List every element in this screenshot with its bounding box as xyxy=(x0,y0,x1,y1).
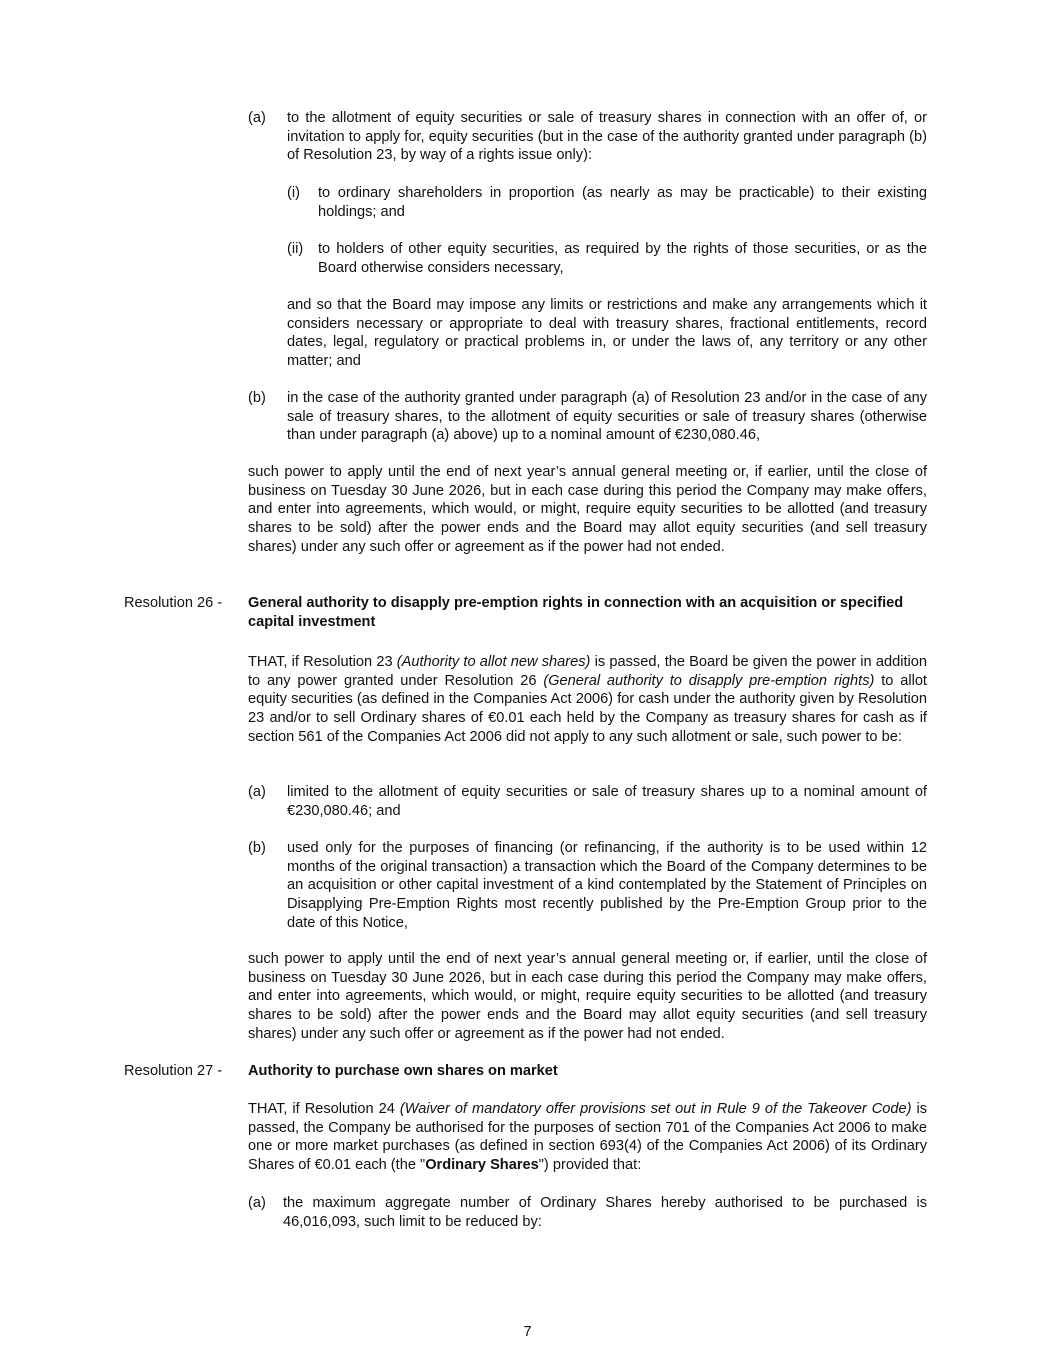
resolution-26-that-paragraph: THAT, if Resolution 23 (Authority to allot new shares) is passed, the Board be given the power in addition to any power granted under Resolution 26 (General authority to disapply pre-emption rights) to allot equity securities (as defined in the Companies Act 2006) for cash under the authority given by Resolution 23 and/or to sell Ordinary shares of €0.01 each held by the Company as treasury shares for cash as if section 561 of the Companies Act 2006 did not apply to any such allotment or sale, such power to be: xyxy=(248,654,927,745)
arrangements-paragraph: and so that the Board may impose any limits or restrictions and make any arrangements which it considers necessary or appropriate to deal with treasury shares, fractional entitlements, record dates, legal, regulatory or practical problems in, or under the laws of, any territory or any other matter; and xyxy=(287,297,927,370)
item-ii-label: (ii) xyxy=(287,241,304,257)
resolution-27-that-paragraph: THAT, if Resolution 24 (Waiver of mandatory offer provisions set out in Rule 9 of the Takeover Code) is passed, the Company be authorised for the purposes of section 701 of the Companies Act 2006 to make one or more market purchases (as defined in section 693(4) of the Companies Act 2006) of its Ordinary Shares of €0.01 each (the "Ordinary Shares") provided that: xyxy=(248,1101,927,1174)
resolution-27-title: Authority to purchase own shares on market xyxy=(248,1063,558,1079)
page-number: 7 xyxy=(523,1324,532,1340)
item-b-label: (b) xyxy=(248,390,266,406)
resolution-26-title: General authority to disapply pre-emption rights in connection with an acquisition or specified capital investment xyxy=(248,595,904,630)
power-duration-paragraph: such power to apply until the end of next year’s annual general meeting or, if earlier, until the close of business on Tuesday 30 June 2026, but in each case during this period the Company may make offers, and enter into agreements, which would, or might, require equity securities to be allotted (and treasury shares to be sold) after the power ends and the Board may allot equity securities (and sell treasury shares) under any such offer or agreement as if the power had not ended. xyxy=(248,464,927,555)
item-ii-text: to holders of other equity securities, as required by the rights of those securities, or as the Board otherwise considers necessary, xyxy=(318,241,927,276)
res26-item-b-text: used only for the purposes of financing (or refinancing, if the authority is to be used within 12 months of the original transaction) a transaction which the Board of the Company determines to be an acquisition or other capital investment of a kind contemplated by the Statement of Principles on Disapplying Pre-Emption Rights most recently published by the Pre-Emption Group prior to the date of this Notice, xyxy=(287,840,927,931)
item-i-text: to ordinary shareholders in proportion (as nearly as may be practicable) to their existing holdings; and xyxy=(318,185,927,220)
resolution-26-label: Resolution 26 - xyxy=(124,595,223,611)
res26-power-duration-paragraph: such power to apply until the end of next year’s annual general meeting or, if earlier, until the close of business on Tuesday 30 June 2026, but in each case during this period the Company may make offers, and enter into agreements, which would, or might, require equity securities to be allotted (and treasury shares to be sold) after the power ends and the Board may allot equity securities (and sell treasury shares) under any such offer or agreement as if the power had not ended. xyxy=(248,951,927,1042)
item-a-text: to the allotment of equity securities or sale of treasury shares in connection with an offer of, or invitation to apply for, equity securities (but in the case of the authority granted under paragraph (b) of Resolution 23, by way of a rights issue only): xyxy=(287,110,927,164)
item-b-text: in the case of the authority granted under paragraph (a) of Resolution 23 and/or in the case of any sale of treasury shares, to the allotment of equity securities or sale of treasury shares (otherwise than under paragraph (a) above) up to a nominal amount of €230,080.46, xyxy=(287,390,927,444)
resolution-27-label: Resolution 27 - xyxy=(124,1063,223,1079)
res26-item-b-label: (b) xyxy=(248,840,266,856)
res27-item-a-text: the maximum aggregate number of Ordinary Shares hereby authorised to be purchased is 46,016,093, such limit to be reduced by: xyxy=(283,1195,927,1230)
item-a-label: (a) xyxy=(248,110,266,126)
item-i-label: (i) xyxy=(287,185,300,201)
res26-item-a-text: limited to the allotment of equity securities or sale of treasury shares up to a nominal amount of €230,080.46; and xyxy=(287,784,927,819)
res27-item-a-label: (a) xyxy=(248,1195,266,1211)
res26-item-a-label: (a) xyxy=(248,784,266,800)
